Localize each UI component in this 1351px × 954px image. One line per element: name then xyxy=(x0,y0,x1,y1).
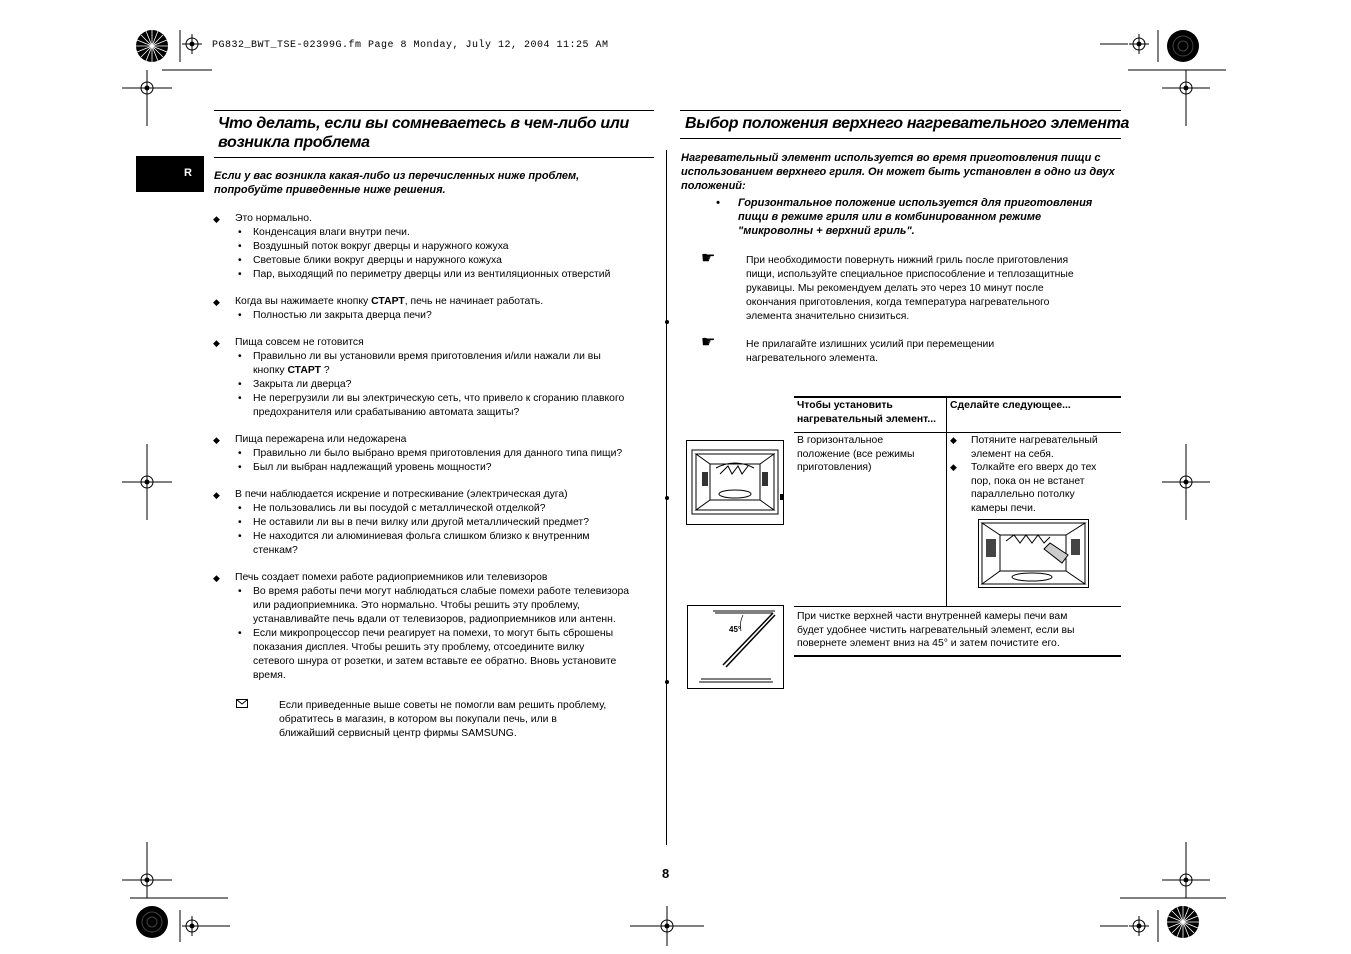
starburst-mark-top-right xyxy=(1167,30,1199,62)
intro-text-right: Нагревательный элемент используется во время приготовления пищи с использованием верхнего гриля. Он может быть установлен в одно из двух положений: xyxy=(681,152,1115,192)
table-header-col2: Сделайте следующее... xyxy=(950,400,1071,411)
note-right-1: При необходимости повернуть нижний гриль после приготовления пищи, используйте специальное приспособление и теплозащитные рукавицы. Мы рекомендуем делать это через 10 минут после окончания приготовления, когда температура нагревательного элемента значительно снизиться. xyxy=(746,255,1074,322)
column-divider xyxy=(666,150,667,845)
issue-block: ◆ Пища пережарена или недожарена • Правильно ли было выбрано время приготовления для данного типа пищи? • Был ли выбран надлежащий уровень мощности? xyxy=(213,433,663,475)
pointing-hand-icon: ☛ xyxy=(701,250,716,267)
language-tab: R xyxy=(136,156,204,192)
issue-block: ◆ Это нормально. • Конденсация влаги внутри печи. • Воздушный поток вокруг дверцы и наружного кожуха • Световые блики вокруг дверцы и наружного кожуха • Пар, выходящий по периметру дверцы или из вентиляционных отверстий xyxy=(213,212,663,282)
list-item: • Не перегрузили ли вы электрическую сеть, что привело к сгоранию плавкого предохранителя или срабатыванию автомата защиты? xyxy=(235,392,663,420)
list-item: • Полностью ли закрыта дверца печи? xyxy=(235,309,663,323)
starburst-mark-bottom-left xyxy=(136,906,168,938)
list-item: • Если микропроцессор печи реагирует на помехи, то могут быть сброшены показания дисплея. Чтобы решить эту проблему, отсоедините вилку сетевого шнура от розетки, и затем вставьте ее обратно. Вновь установите время. xyxy=(235,627,663,683)
starburst-mark-bottom-right xyxy=(1167,906,1199,938)
note-right-2: Не прилагайте излишних усилий при перемещении нагревательного элемента. xyxy=(746,339,995,364)
position-bullet: • Горизонтальное положение используется для приготовления пищи в режиме гриля или в комбинированном режиме "микроволны + верхний гриль". xyxy=(716,197,1093,237)
list-item: • Пар, выходящий по периметру дверцы или из вентиляционных отверстий xyxy=(235,268,663,282)
table-rule-header xyxy=(794,432,1121,433)
list-item: • Правильно ли было выбрано время приготовления для данного типа пищи? xyxy=(235,447,663,461)
diamond-bullet-icon: ◆ xyxy=(213,338,220,348)
bullet-dot-icon: • xyxy=(716,197,720,209)
list-item: • Световые блики вокруг дверцы и наружного кожуха xyxy=(235,254,663,268)
diamond-bullet-icon: ◆ xyxy=(213,214,220,224)
table-col-divider xyxy=(946,396,947,606)
issue-block: ◆ Когда вы нажимаете кнопку СТАРТ, печь не начинает работать. • Полностью ли закрыта дверца печи? xyxy=(213,295,663,323)
page-title-left: Что делать, если вы сомневаетесь в чем-либо или возникла проблема xyxy=(218,115,629,151)
oven-horizontal-illustration xyxy=(686,440,786,526)
list-item: • Во время работы печи могут наблюдаться слабые помехи работе телевизора или радиоприемника. Это нормально. Чтобы решить эту проблему, устанавливайте печь вдали от телевизоров, радиоприемников или антенн. xyxy=(235,585,663,627)
starburst-mark-top-left xyxy=(136,30,168,62)
note-left: Если приведенные выше советы не помогли вам решить проблему, обратитесь в магазин, в котором вы покупали печь, или в ближайший сервисный центр фирмы SAMSUNG. xyxy=(279,700,607,739)
list-item: • Был ли выбран надлежащий уровень мощности? xyxy=(235,461,663,475)
table-header-col1: Чтобы установить нагревательный элемент... xyxy=(797,400,936,425)
page-number: 8 xyxy=(662,866,670,881)
diamond-bullet-icon: ◆ xyxy=(213,490,220,500)
table-cell-position: В горизонтальное положение (все режимы приготовления) xyxy=(797,435,915,473)
step-item: ◆ Потяните нагревательный элемент на себя. xyxy=(950,435,1098,460)
diamond-bullet-icon: ◆ xyxy=(950,462,957,472)
issue-block: ◆ Печь создает помехи работе радиоприемников или телевизоров • Во время работы печи могут наблюдаться слабые помехи работе телевизора или радиоприемника. Это нормально. Чтобы решить эту проблему, устанавливайте печь вдали от телевизоров, радиоприемников или антенн. • Если микропроцессор печи реагирует на помехи, то могут быть сброшены показания дисплея. Чтобы решить эту проблему, отсоедините вилку сетевого шнура от розетки, и затем вставьте ее обратно. Вновь установите время. xyxy=(213,571,663,683)
troubleshooting-list xyxy=(213,212,663,696)
diamond-bullet-icon: ◆ xyxy=(950,435,957,445)
table-rule-top xyxy=(794,396,1121,398)
list-item: • Воздушный поток вокруг дверцы и наружного кожуха xyxy=(235,240,663,254)
table-cell-steps xyxy=(950,434,1120,515)
file-info-header: PG832_BWT_TSE-02399G.fm Page 8 Monday, July 12, 2004 11:25 AM xyxy=(212,40,609,51)
page-title-right: Выбор положения верхнего нагревательного элемента xyxy=(685,115,1130,132)
list-item: • Правильно ли вы установили время приготовления и/или нажали ли вы кнопку СТАРТ ? xyxy=(235,350,663,378)
list-item: • Не пользовались ли вы посудой с металлической отделкой? xyxy=(235,502,663,516)
title-rule-bottom xyxy=(214,157,654,158)
issue-block: ◆ В печи наблюдается искрение и потрескивание (электрическая дуга) • Не пользовались ли вы посудой с металлической отделкой? • Не оставили ли вы в печи вилку или другой металлический предмет? • Не находится ли алюминиевая фольга слишком близко к внутренним стенкам? xyxy=(213,488,663,558)
title-rule-bottom-right xyxy=(680,138,1121,139)
pointing-hand-icon: ☛ xyxy=(701,334,716,351)
title-rule-top xyxy=(214,110,654,111)
list-item: • Не оставили ли вы в печи вилку или другой металлический предмет? xyxy=(235,516,663,530)
envelope-icon xyxy=(236,699,248,709)
diamond-bullet-icon: ◆ xyxy=(213,573,220,583)
list-item: • Не находится ли алюминиевая фольга слишком близко к внутренним стенкам? xyxy=(235,530,663,558)
diamond-bullet-icon: ◆ xyxy=(213,297,220,307)
title-rule-top-right xyxy=(680,110,1121,111)
element-45-degree-illustration xyxy=(687,605,785,690)
list-item: • Конденсация влаги внутри печи. xyxy=(235,226,663,240)
angle-label: 45° xyxy=(729,625,742,634)
table-cell-cleaning: При чистке верхней части внутренней камеры печи вам будет удобнее чистить нагревательный элемент, если вы повернете элемент вниз на 45° и затем почистите его. xyxy=(797,611,1075,649)
table-rule-row xyxy=(794,606,1121,607)
table-rule-bottom xyxy=(794,655,1121,657)
intro-text-left: Если у вас возникла какая-либо из перечисленных ниже проблем, попробуйте приведенные ниже решения. xyxy=(214,170,580,196)
oven-raised-element-illustration xyxy=(978,519,1090,589)
issue-block: ◆ Пища совсем не готовится • Правильно ли вы установили время приготовления и/или нажали ли вы кнопку СТАРТ ? • Закрыта ли дверца? • Не перегрузили ли вы электрическую сеть, что привело к сгоранию плавкого предохранителя или срабатыванию автомата защиты? xyxy=(213,336,663,420)
diamond-bullet-icon: ◆ xyxy=(213,435,220,445)
list-item: • Закрыта ли дверца? xyxy=(235,378,663,392)
step-item: ◆ Толкайте его вверх до тех пор, пока он не встанет параллельно потолку камеры печи. xyxy=(950,462,1097,514)
